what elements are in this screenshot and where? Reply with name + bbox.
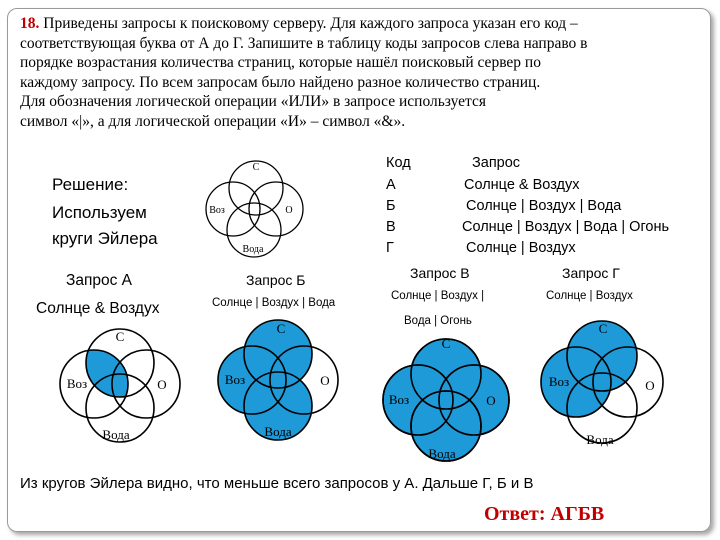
query-v-expression-line-1: Солнце | Воздух | [391,290,485,302]
label-o: О [645,378,655,393]
circle-o [249,182,303,236]
table-query-a: Солнце & Воздух [464,177,580,193]
problem-line-2: соответствующая буква от А до Г. Запишите в таблицу коды запросов слева направо в [20,34,588,52]
label-s: С [115,329,125,344]
conclusion-text: Из кругов Эйлера видно, что меньше всего запросов у А. Дальше Г, Б и В [20,475,534,492]
solution-text-line-1: Используем [52,203,147,222]
label-vozdukh: Воз [224,372,246,387]
query-v-expression-line-2: Вода | Огонь [404,315,472,327]
euler-diagram-query-v [378,330,518,470]
query-g-title: Запрос Г [562,265,620,281]
problem-number: 18. [20,15,40,32]
filled-union-g [541,321,637,417]
label-vozdukh: Воз [209,205,225,216]
query-b-expression: Солнце | Воздух | Вода [212,297,336,309]
problem-line-3: порядке возрастания количества страниц, которые нашёл поисковый сервер по [20,54,541,71]
problem-statement [20,14,588,131]
label-vozdukh: Воз [388,392,410,407]
table-query-g: Солнце | Воздух [466,240,576,256]
table-code-a: А [386,177,396,193]
label-o: О [157,377,167,392]
euler-diagram-query-a [54,318,184,448]
table-query-v: Солнце | Воздух | Вода | Огонь [462,219,670,235]
problem-line-1: Приведены запросы к поисковому серверу. Для каждого запроса указан его код – [39,15,578,32]
query-g-expression: Солнце | Воздух [546,290,633,302]
solution-text-line-2: круги Эйлера [52,229,158,248]
problem-line-4: каждому запросу. По всем запросам было найдено разное количество страниц. [20,73,541,91]
query-b-title: Запрос Б [246,272,306,288]
label-vozdukh: Воз [66,376,88,391]
label-o: О [486,393,496,408]
label-o: О [285,205,293,216]
table-query-b: Солнце | Воздух | Вода [466,198,622,214]
euler-diagram-reference [200,152,308,264]
problem-line-5: Для обозначения логической операции «ИЛИ» в запросе используется [20,93,486,110]
label-voda: Вода [586,432,614,447]
label-voda: Вода [428,446,456,461]
label-s: С [252,162,260,173]
label-voda: Вода [102,427,130,442]
euler-diagram-query-g [536,312,668,452]
label-s: С [441,336,451,351]
label-vozdukh: Воз [548,374,570,389]
solution-heading: Решение: [52,175,129,194]
label-s: С [598,321,608,336]
table-code-b: Б [386,198,396,214]
table-code-v: В [386,219,396,235]
answer-text: Ответ: АГБВ [484,503,605,525]
table-code-g: Г [386,240,394,256]
problem-line-6: символ «|», а для логической операции «И» – символ «&». [20,112,406,130]
table-header-query: Запрос [472,155,521,171]
table-header-code: Код [386,155,411,171]
label-voda: Вода [242,244,264,255]
query-a-expression: Солнце & Воздух [36,300,160,317]
label-s: С [276,321,286,336]
query-a-title: Запрос А [66,272,133,289]
query-v-title: Запрос В [410,265,470,281]
label-o: О [320,373,330,388]
euler-diagram-query-b [214,312,344,447]
label-voda: Вода [264,424,292,439]
